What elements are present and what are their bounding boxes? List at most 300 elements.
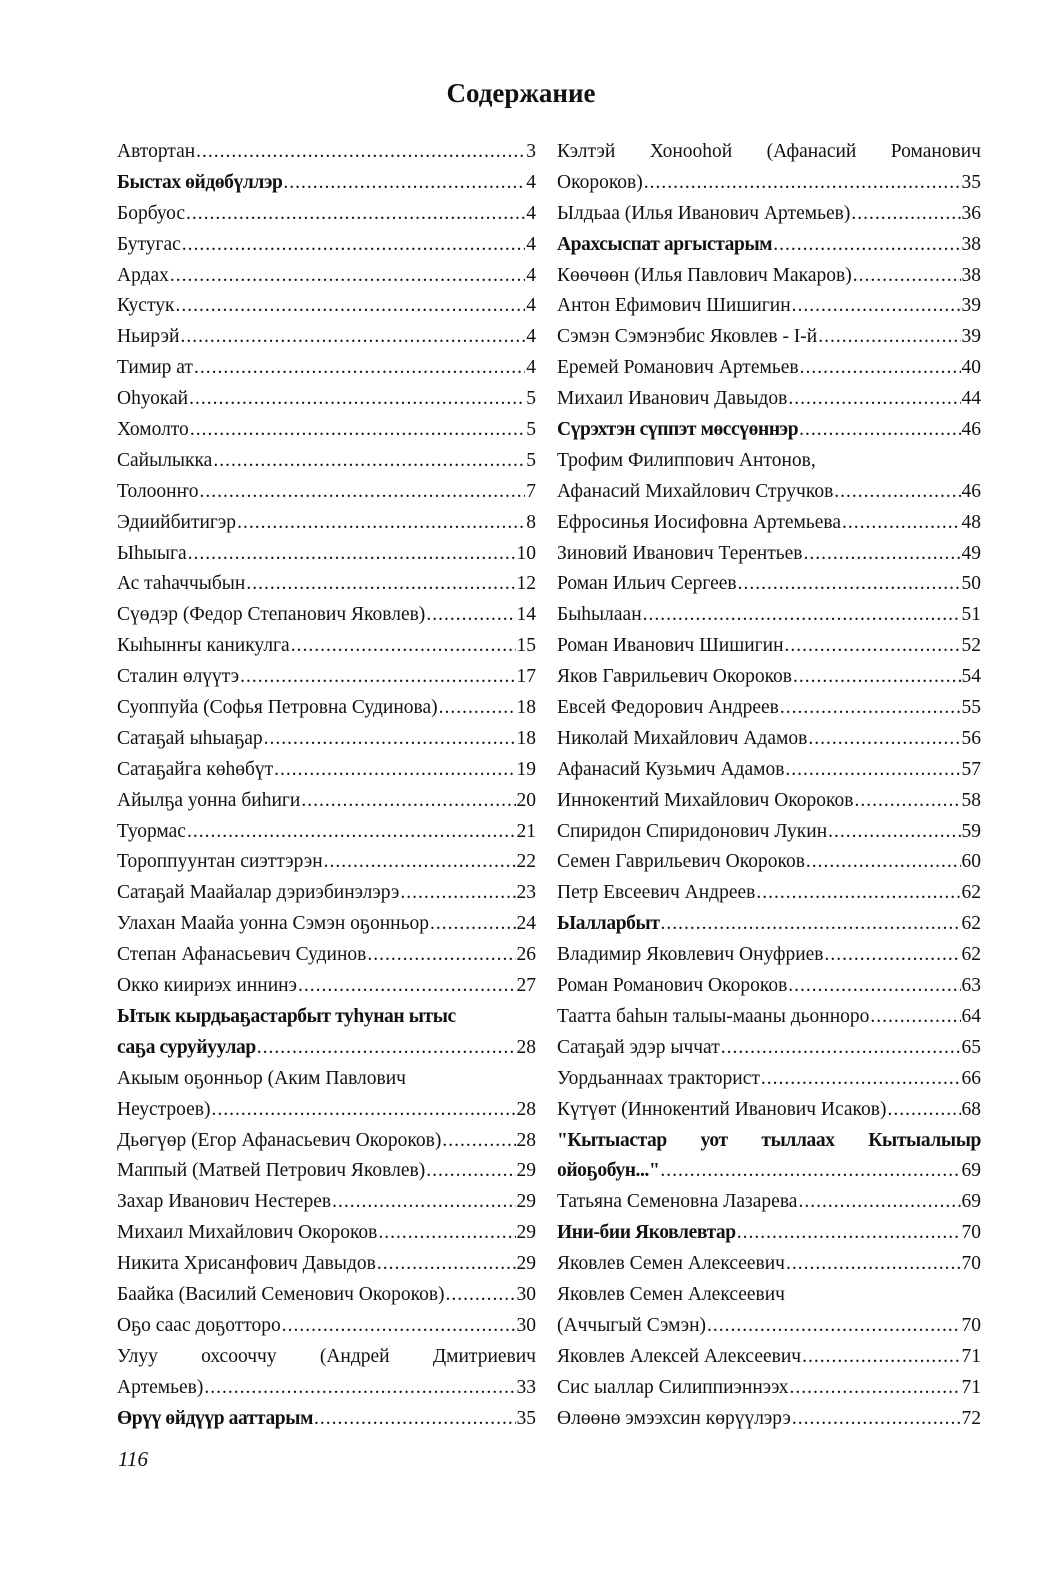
toc-entry-title: Зиновий Иванович Терентьев	[557, 542, 803, 564]
toc-entry[interactable]	[557, 971, 981, 1002]
toc-section-heading[interactable]	[557, 1126, 981, 1188]
toc-entry-page: 26	[516, 944, 536, 966]
toc-entry-title: Владимир Яковлевич Онуфриев	[557, 944, 824, 966]
toc-entry-page: 50	[961, 573, 981, 595]
toc-entry[interactable]	[557, 786, 981, 817]
toc-entry-page: 12	[516, 573, 536, 595]
toc-entry-page: 46	[961, 419, 981, 441]
dot-leader	[792, 291, 961, 322]
toc-entry[interactable]	[557, 384, 981, 415]
dot-leader	[828, 817, 960, 848]
toc-entry[interactable]	[557, 1404, 981, 1435]
toc-entry-page: 30	[516, 1314, 536, 1336]
toc-entry-title: Өрүү өйдүүр ааттарым	[117, 1407, 313, 1429]
toc-entry-page: 4	[526, 357, 536, 379]
toc-entry-page: 23	[516, 882, 536, 904]
dot-leader	[186, 199, 525, 230]
dot-leader	[212, 1095, 516, 1126]
toc-entry[interactable]	[117, 724, 536, 755]
toc-entry-page: 18	[516, 727, 536, 749]
toc-entry-title: Яковлев Алексей Алексеевич	[557, 1345, 802, 1367]
toc-entry-title: Кэлтэй Хонооһой (Афанасий Романович	[557, 141, 981, 162]
dot-leader	[788, 384, 960, 415]
toc-entry-page: 66	[961, 1067, 981, 1089]
dot-leader	[170, 261, 525, 292]
toc-entry[interactable]	[557, 847, 981, 878]
toc-entry-title: Яков Гаврильевич Окороков	[557, 666, 793, 688]
toc-entry-title: Яковлев Семен Алексеевич	[557, 1283, 785, 1305]
toc-entry-page: 36	[961, 202, 981, 224]
toc-entry-page: 35	[961, 171, 981, 193]
toc-entry[interactable]	[117, 940, 536, 971]
toc-entry-page: 62	[961, 882, 981, 904]
toc-entry[interactable]	[557, 600, 981, 631]
toc-entry[interactable]	[557, 199, 981, 230]
toc-entry-page: 4	[526, 295, 536, 317]
toc-entry-page: 69	[961, 1191, 981, 1213]
toc-entry-page: 40	[961, 357, 981, 379]
toc-entry[interactable]	[117, 477, 536, 508]
toc-entry[interactable]	[117, 446, 536, 477]
toc-entry-title: Баайка (Василий Семенович Окороков)	[117, 1283, 445, 1305]
toc-entry[interactable]	[117, 261, 536, 292]
toc-entry[interactable]	[557, 1187, 981, 1218]
dot-leader	[430, 909, 516, 940]
toc-entry[interactable]	[557, 755, 981, 786]
toc-entry-title: Оһуокай	[117, 388, 189, 410]
toc-entry[interactable]	[117, 971, 536, 1002]
dot-leader	[756, 878, 960, 909]
dot-leader	[377, 1249, 516, 1280]
dot-leader	[187, 817, 516, 848]
dot-leader	[834, 477, 960, 508]
dot-leader	[182, 230, 525, 261]
toc-entry-page: 64	[961, 1005, 981, 1027]
toc-entry-title: Айылҕа уонна биһиги	[117, 789, 301, 811]
toc-entry-page: 5	[526, 449, 536, 471]
toc-entry-title: Еремей Романович Артемьев	[557, 357, 799, 379]
toc-entry-page: 60	[961, 851, 981, 873]
toc-entry-title: Роман Ильич Сергеев	[557, 573, 737, 595]
toc-entry-page: 24	[516, 913, 536, 935]
toc-entry-title: Тимир ат	[117, 357, 193, 379]
toc-entry[interactable]	[117, 539, 536, 570]
toc-entry[interactable]	[557, 724, 981, 755]
dot-leader	[773, 230, 960, 261]
toc-entry-page: 38	[961, 264, 981, 286]
toc-entry[interactable]	[117, 600, 536, 631]
toc-right-column	[557, 137, 981, 1434]
toc-entry-title: Тороппуунтан сиэттэрэн	[117, 851, 323, 873]
dot-leader	[442, 1126, 515, 1157]
toc-entry-title: Окко киириэх иннинэ	[117, 975, 297, 997]
dot-leader	[378, 1218, 515, 1249]
toc-entry-title: Уордьаннаах тракторист	[557, 1067, 760, 1089]
toc-entry-title: Сэмэн Сэмэнэбис Яковлев - I-й	[557, 326, 818, 348]
toc-entry-page: 70	[961, 1253, 981, 1275]
dot-leader	[780, 693, 961, 724]
toc-entry-title: Ас таһаччыбын	[117, 573, 246, 595]
toc-entry-title: Маппый (Матвей Петрович Яковлев)	[117, 1160, 426, 1182]
toc-entry[interactable]	[117, 1187, 536, 1218]
toc-entry[interactable]	[117, 662, 536, 693]
dot-leader	[301, 786, 515, 817]
toc-entry-title: Ардах	[117, 264, 169, 286]
toc-entry-title: Степан Афанасьевич Судинов	[117, 944, 367, 966]
toc-entry-page: 21	[516, 820, 536, 842]
toc-entry[interactable]	[557, 1095, 981, 1126]
toc-entry-page: 70	[961, 1222, 981, 1244]
dot-leader	[180, 322, 525, 353]
toc-entry[interactable]	[117, 230, 536, 261]
toc-entry-page: 62	[961, 913, 981, 935]
dot-leader	[738, 569, 961, 600]
toc-entry-title: Ини-бии Яковлевтар	[557, 1222, 736, 1244]
toc-entry[interactable]	[117, 1249, 536, 1280]
toc-entry-title: Артемьев)	[117, 1376, 204, 1398]
toc-entry-page: 18	[516, 697, 536, 719]
dot-leader	[190, 415, 525, 446]
toc-section-heading[interactable]	[557, 230, 981, 261]
dot-leader	[808, 724, 960, 755]
toc-entry[interactable]	[117, 199, 536, 230]
toc-entry[interactable]	[117, 1126, 536, 1157]
toc-entry[interactable]	[557, 1280, 981, 1342]
dot-leader	[802, 1342, 960, 1373]
toc-entry-page: 5	[526, 419, 536, 441]
toc-entry[interactable]	[117, 1218, 536, 1249]
toc-entry-page: 4	[526, 171, 536, 193]
toc-entry[interactable]	[117, 353, 536, 384]
toc-entry[interactable]	[117, 817, 536, 848]
toc-entry[interactable]	[557, 353, 981, 384]
toc-entry-title: Сатаҕайга көһөбүт	[117, 758, 274, 780]
dot-leader	[291, 631, 516, 662]
toc-entry[interactable]	[557, 1002, 981, 1033]
toc-entry[interactable]	[117, 322, 536, 353]
dot-leader	[240, 662, 515, 693]
dot-leader	[660, 1156, 960, 1187]
toc-entry[interactable]	[117, 415, 536, 446]
dot-leader	[799, 415, 960, 446]
toc-entry[interactable]	[557, 291, 981, 322]
toc-entry-page: 28	[516, 1098, 536, 1120]
dot-leader	[426, 1156, 515, 1187]
dot-leader	[400, 878, 515, 909]
toc-entry[interactable]	[117, 1311, 536, 1342]
toc-section-heading[interactable]	[557, 415, 981, 446]
toc-entry-title: Улуу охсооччу (Андрей Дмитриевич	[117, 1345, 536, 1367]
dot-leader	[803, 539, 960, 570]
toc-entry-page: 10	[516, 542, 536, 564]
toc-entry-title: Афанасий Михайлович Стручков	[557, 480, 834, 502]
toc-entry-page: 19	[516, 758, 536, 780]
toc-entry-title: Ыһыыга	[117, 542, 187, 564]
toc-entry-title: Захар Иванович Нестерев	[117, 1191, 332, 1213]
toc-entry-title: Сүрэхтэн сүппэт мөссүөннэр	[557, 419, 799, 441]
toc-entry[interactable]	[557, 878, 981, 909]
toc-entry-title: Быстах өйдөбүллэр	[117, 171, 283, 193]
toc-entry-page: 14	[516, 604, 536, 626]
toc-entry-title: Өлөөнө эмээхсин көрүүлэрэ	[557, 1407, 791, 1429]
toc-entry-page: 72	[961, 1407, 981, 1429]
toc-entry-title: Семен Гаврильевич Окороков	[557, 851, 805, 873]
toc-entry[interactable]	[557, 1249, 981, 1280]
toc-entry-title: Толоонҥо	[117, 480, 199, 502]
toc-entry-title: Эдиийбитигэр	[117, 511, 237, 533]
toc-entry-title: Туормас	[117, 820, 186, 842]
toc-entry-title: Окороков)	[557, 171, 643, 193]
toc-entry[interactable]	[117, 631, 536, 662]
toc-entry-title: саҕа суруйуулар	[117, 1036, 256, 1058]
dot-leader	[298, 971, 516, 1002]
dot-leader	[282, 1311, 516, 1342]
toc-entry-title: Суоппуйа (Софья Петровна Судинова)	[117, 697, 438, 719]
toc-entry-page: 39	[961, 326, 981, 348]
dot-leader	[818, 322, 960, 353]
dot-leader	[204, 1373, 515, 1404]
toc-entry-title: Сатаҕай Маайалар дэриэбинэлэрэ	[117, 882, 400, 904]
toc-entry-page: 20	[516, 789, 536, 811]
toc-entry[interactable]	[117, 1342, 536, 1404]
dot-leader	[194, 353, 525, 384]
toc-entry[interactable]	[117, 878, 536, 909]
dot-leader	[785, 631, 961, 662]
page-title: Содержание	[446, 78, 596, 108]
toc-entry-title: Роман Иванович Шишигин	[557, 635, 784, 657]
toc-entry-title: Кустук	[117, 295, 175, 317]
toc-entry-title: Сатаҕай ыһыаҕар	[117, 727, 263, 749]
toc-entry[interactable]	[117, 1064, 536, 1126]
toc-entry[interactable]	[557, 322, 981, 353]
toc-entry-page: 33	[516, 1376, 536, 1398]
toc-section-heading[interactable]	[117, 1002, 536, 1064]
toc-entry-page: 8	[526, 511, 536, 533]
toc-entry-title: Сис ыаллар Силиппиэннээх	[557, 1376, 789, 1398]
toc-entry-page: 38	[961, 233, 981, 255]
toc-section-heading[interactable]	[117, 168, 536, 199]
toc-entry[interactable]	[557, 539, 981, 570]
toc-entry-title: Ыалларбыт	[557, 913, 660, 935]
toc-entry-title: Арахсыспат аргыстарым	[557, 233, 773, 255]
toc-entry-title: Сатаҕай эдэр ыччат	[557, 1036, 720, 1058]
toc-entry-page: 35	[516, 1407, 536, 1429]
toc-entry[interactable]	[557, 693, 981, 724]
toc-entry-page: 55	[961, 697, 981, 719]
toc-entry[interactable]	[117, 137, 536, 168]
toc-entry[interactable]	[557, 940, 981, 971]
dot-leader	[798, 1187, 960, 1218]
toc-entry-title: Күтүөт (Иннокентий Иванович Исаков)	[557, 1098, 887, 1120]
toc-entry[interactable]	[557, 508, 981, 539]
toc-entry-page: 4	[526, 264, 536, 286]
toc-entry-page: 4	[526, 326, 536, 348]
toc-entry-page: 54	[961, 666, 981, 688]
toc-entry[interactable]	[557, 137, 981, 199]
toc-entry[interactable]	[557, 569, 981, 600]
dot-leader	[851, 199, 960, 230]
toc-entry-page: 49	[961, 542, 981, 564]
dot-leader	[788, 971, 960, 1002]
dot-leader	[283, 168, 525, 199]
toc-entry-title: Сүөдэр (Федор Степанович Яковлев)	[117, 604, 426, 626]
toc-entry-page: 63	[961, 975, 981, 997]
toc-entry-page: 15	[516, 635, 536, 657]
toc-entry[interactable]	[557, 1064, 981, 1095]
dot-leader	[785, 755, 960, 786]
dot-leader	[446, 1280, 516, 1311]
toc-entry-title: Никита Хрисанфович Давыдов	[117, 1253, 376, 1275]
toc-entry-title: (Аччыгый Сэмэн)	[557, 1314, 707, 1336]
toc-entry[interactable]	[117, 755, 536, 786]
toc-entry-title: Евсей Федорович Андреев	[557, 697, 779, 719]
toc-entry[interactable]	[117, 384, 536, 415]
toc-entry-title: "Кытыастар уот тыллаах Кытыалыыр	[557, 1129, 981, 1151]
toc-entry-title: Ытык кырдьаҕастарбыт туһунан ытыс	[117, 1005, 456, 1027]
dot-leader	[246, 569, 515, 600]
toc-section-heading[interactable]	[557, 1218, 981, 1249]
toc-entry-page: 28	[516, 1036, 536, 1058]
toc-entry-title: Оҕо саас доҕотторо	[117, 1314, 281, 1336]
dot-leader	[853, 261, 961, 292]
toc-entry-title: Улахан Маайа уонна Сэмэн оҕонньор	[117, 913, 429, 935]
toc-entry[interactable]	[117, 291, 536, 322]
toc-entry-page: 71	[961, 1376, 981, 1398]
toc-entry-page: 7	[526, 480, 536, 502]
dot-leader	[707, 1311, 960, 1342]
toc-entry-page: 28	[516, 1129, 536, 1151]
toc-entry[interactable]	[117, 1280, 536, 1311]
toc-entry-page: 29	[516, 1253, 536, 1275]
dot-leader	[643, 600, 961, 631]
toc-entry-page: 62	[961, 944, 981, 966]
toc-entry-title: Татьяна Семеновна Лазарева	[557, 1191, 798, 1213]
toc-entry-title: Трофим Филиппович Антонов,	[557, 449, 816, 471]
dot-leader	[793, 662, 960, 693]
toc-entry-title: Хомолто	[117, 419, 189, 441]
toc-entry-title: ойоҕобун..."	[557, 1160, 660, 1182]
toc-section-heading[interactable]	[557, 909, 981, 940]
dot-leader	[790, 1373, 961, 1404]
toc-entry-title: Роман Романович Окороков	[557, 975, 788, 997]
toc-entry-title: Таатта баһын талыы-мааны дьонноро	[557, 1005, 870, 1027]
toc-entry[interactable]	[117, 1156, 536, 1187]
dot-leader	[887, 1095, 960, 1126]
dot-leader	[237, 508, 525, 539]
toc-entry[interactable]	[117, 508, 536, 539]
toc-entry-page: 39	[961, 295, 981, 317]
toc-entry-title: Ылдьаа (Илья Иванович Артемьев)	[557, 202, 851, 224]
toc-entry-page: 68	[961, 1098, 981, 1120]
dot-leader	[213, 446, 525, 477]
toc-entry-title: Дьөгүөр (Егор Афанасьевич Окороков)	[117, 1129, 442, 1151]
dot-leader	[870, 1002, 960, 1033]
toc-entry-page: 5	[526, 388, 536, 410]
toc-entry[interactable]	[117, 569, 536, 600]
toc-entry-page: 65	[961, 1036, 981, 1058]
toc-entry-title: Быһылаан	[557, 604, 642, 626]
toc-entry-title: Неустроев)	[117, 1098, 211, 1120]
toc-entry-page: 22	[516, 851, 536, 873]
toc-entry-page: 46	[961, 480, 981, 502]
toc-entry[interactable]	[557, 631, 981, 662]
toc-entry[interactable]	[557, 1342, 981, 1373]
toc-entry[interactable]	[117, 909, 536, 940]
dot-leader	[314, 1404, 516, 1435]
toc-entry-title: Сайылыкка	[117, 449, 213, 471]
toc-entry-page: 30	[516, 1283, 536, 1305]
dot-leader	[800, 353, 961, 384]
toc-entry-page: 52	[961, 635, 981, 657]
toc-entry-title: Сталин өлүүтэ	[117, 666, 240, 688]
toc-entry-title: Николай Михайлович Адамов	[557, 727, 808, 749]
toc-entry-title: Автортан	[117, 141, 196, 162]
dot-leader	[439, 693, 516, 724]
dot-leader	[737, 1218, 961, 1249]
toc-entry[interactable]	[117, 847, 536, 878]
toc-entry-page: 71	[961, 1345, 981, 1367]
toc-entry-title: Михаил Иванович Давыдов	[557, 388, 788, 410]
dot-leader	[189, 384, 525, 415]
toc-entry-page: 69	[961, 1160, 981, 1182]
dot-leader	[721, 1033, 961, 1064]
toc-entry[interactable]	[557, 817, 981, 848]
dot-leader	[661, 909, 961, 940]
toc-section-heading[interactable]	[117, 1404, 536, 1435]
toc-entry[interactable]	[557, 446, 981, 508]
toc-entry-page: 27	[516, 975, 536, 997]
toc-entry-page: 29	[516, 1191, 536, 1213]
toc-entry-page: 17	[516, 666, 536, 688]
toc-entry-page: 4	[526, 233, 536, 255]
toc-entry[interactable]	[557, 1373, 981, 1404]
toc-entry-page: 29	[516, 1222, 536, 1244]
toc-entry-page: 70	[961, 1314, 981, 1336]
dot-leader	[426, 600, 515, 631]
dot-leader	[806, 847, 961, 878]
toc-entry[interactable]	[557, 1033, 981, 1064]
toc-entry-page: 3	[526, 141, 536, 162]
toc-entry-title: Ньирэй	[117, 326, 180, 348]
toc-entry-title: Акыым оҕонньор (Аким Павлович	[117, 1067, 406, 1089]
dot-leader	[257, 1033, 516, 1064]
toc-entry[interactable]	[557, 662, 981, 693]
toc-entry-title: Антон Ефимович Шишигин	[557, 295, 791, 317]
toc-entry-page: 56	[961, 727, 981, 749]
toc-entry-title: Бутугас	[117, 233, 181, 255]
toc-entry-page: 58	[961, 789, 981, 811]
page-number: 116	[118, 1447, 148, 1471]
dot-leader	[196, 137, 525, 168]
dot-leader	[792, 1404, 961, 1435]
dot-leader	[264, 724, 516, 755]
toc-entry-page: 59	[961, 820, 981, 842]
toc-entry-title: Борбуос	[117, 202, 186, 224]
toc-entry-page: 51	[961, 604, 981, 626]
dot-leader	[825, 940, 961, 971]
dot-leader	[200, 477, 526, 508]
dot-leader	[367, 940, 515, 971]
toc-entry[interactable]	[117, 693, 536, 724]
toc-entry[interactable]	[117, 786, 536, 817]
dot-leader	[761, 1064, 961, 1095]
toc-entry[interactable]	[557, 261, 981, 292]
toc-entry-title: Петр Евсеевич Андреев	[557, 882, 756, 904]
toc-entry-title: Көөчөөн (Илья Павлович Макаров)	[557, 264, 852, 286]
dot-leader	[188, 539, 516, 570]
toc-entry-page: 44	[961, 388, 981, 410]
toc-entry-title: Михаил Михайлович Окороков	[117, 1222, 378, 1244]
